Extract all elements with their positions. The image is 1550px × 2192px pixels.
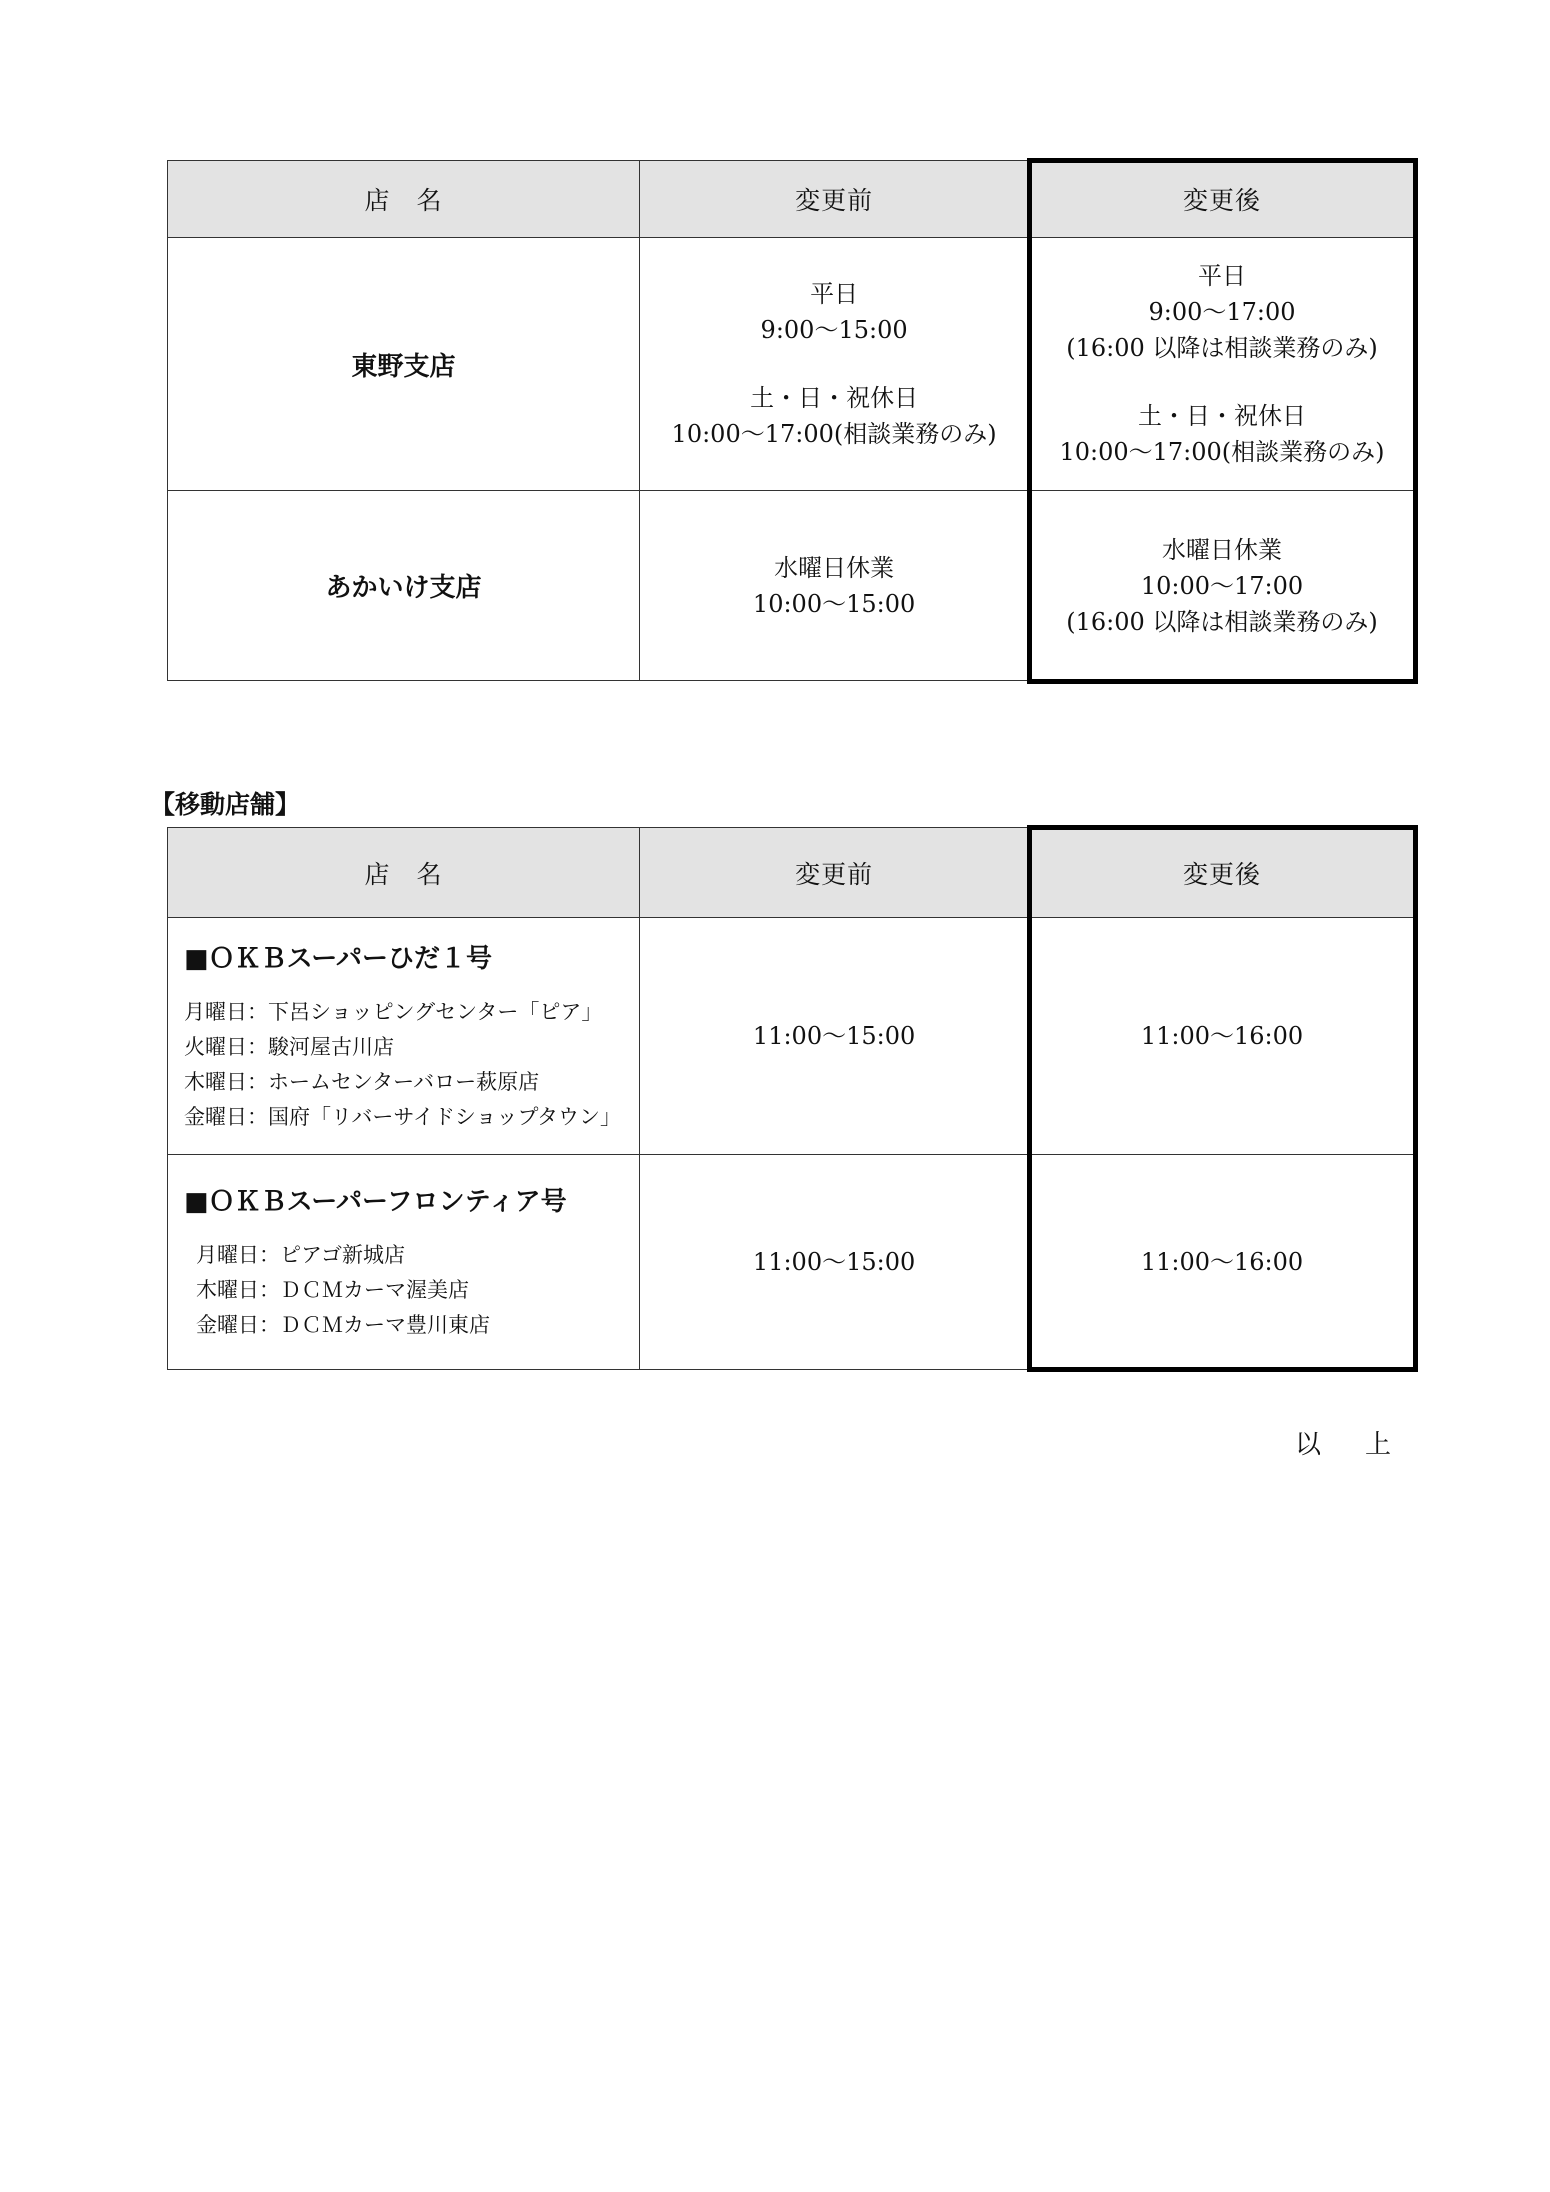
list-item: 金曜日：ＤＣＭカーマ豊川東店: [196, 1313, 490, 1337]
header-after-change: 変更後: [1029, 828, 1416, 918]
table-row: [168, 238, 1416, 491]
list-item: 金曜日：国府「リバーサイドショップタウン」: [184, 1104, 622, 1129]
hours-after: [1029, 491, 1416, 681]
hours-line: (16:00 以降は相談業務のみ): [1066, 607, 1378, 636]
header-store-name: 店 名: [168, 161, 640, 238]
hours-line: 水曜日休業: [774, 553, 895, 582]
hours-line: 土・日・祝休日: [1138, 402, 1307, 430]
hours-line: 10:00～15:00: [752, 589, 916, 618]
mobile-branch-title: ■ＯＫＢスーパーひだ１号: [184, 943, 492, 974]
branch-name: 東野支店: [168, 238, 640, 491]
hours-after: 11:00～16:00: [1029, 1155, 1416, 1370]
table-header-row: [168, 828, 1416, 918]
closing-mark-part: 上: [1365, 1430, 1392, 1460]
branch-hours-table: [167, 160, 1416, 681]
mobile-branch-table: [167, 827, 1416, 1370]
hours-line: (16:00 以降は相談業務のみ): [1066, 334, 1378, 362]
table-row: [168, 1155, 1416, 1370]
closing-mark: [1295, 1424, 1391, 1461]
list-item: 月曜日：下呂ショッピングセンター「ピア」: [184, 999, 603, 1024]
section-label: 【移動店舗】: [150, 790, 301, 819]
mobile-branch-cell: [168, 918, 640, 1155]
hours-before: [640, 491, 1029, 681]
hours-line: 10:00～17:00(相談業務のみ): [671, 420, 997, 448]
mobile-branch-title: ■ＯＫＢスーパーフロンティア号: [184, 1187, 567, 1217]
hours-after: [1029, 238, 1416, 491]
hours-line: 土・日・祝休日: [750, 384, 919, 412]
closing-mark-part: 以: [1295, 1430, 1322, 1460]
list-item: 火曜日：駿河屋古川店: [184, 1034, 394, 1059]
table-row: [168, 918, 1416, 1155]
hours-line: 9:00～17:00: [1148, 298, 1296, 326]
list-item: 月曜日：ピアゴ新城店: [196, 1243, 405, 1267]
header-before-change: 変更前: [640, 828, 1029, 918]
hours-after: 11:00～16:00: [1029, 918, 1416, 1155]
hours-line: 10:00～17:00: [1140, 571, 1304, 600]
list-item: 木曜日：ＤＣＭカーマ渥美店: [196, 1278, 469, 1302]
hours-line: 9:00～15:00: [760, 316, 908, 344]
hours-line: 10:00～17:00(相談業務のみ): [1059, 438, 1385, 466]
hours-line: 平日: [810, 280, 859, 308]
header-store-name: 店 名: [168, 828, 640, 918]
hours-line: 平日: [1198, 262, 1247, 290]
header-before-change: 変更前: [640, 161, 1029, 238]
table-row: [168, 491, 1416, 681]
hours-before: 11:00～15:00: [640, 918, 1029, 1155]
mobile-branch-cell: [168, 1155, 640, 1370]
hours-before: 11:00～15:00: [640, 1155, 1029, 1370]
header-after-change: 変更後: [1029, 161, 1416, 238]
table-header-row: [168, 161, 1416, 238]
stop-list: [184, 995, 639, 1135]
branch-name: あかいけ支店: [168, 491, 640, 681]
list-item: 木曜日：ホームセンターバロー萩原店: [184, 1069, 540, 1094]
stop-list: [184, 1238, 639, 1343]
hours-before: [640, 238, 1029, 491]
hours-line: 水曜日休業: [1162, 535, 1283, 564]
